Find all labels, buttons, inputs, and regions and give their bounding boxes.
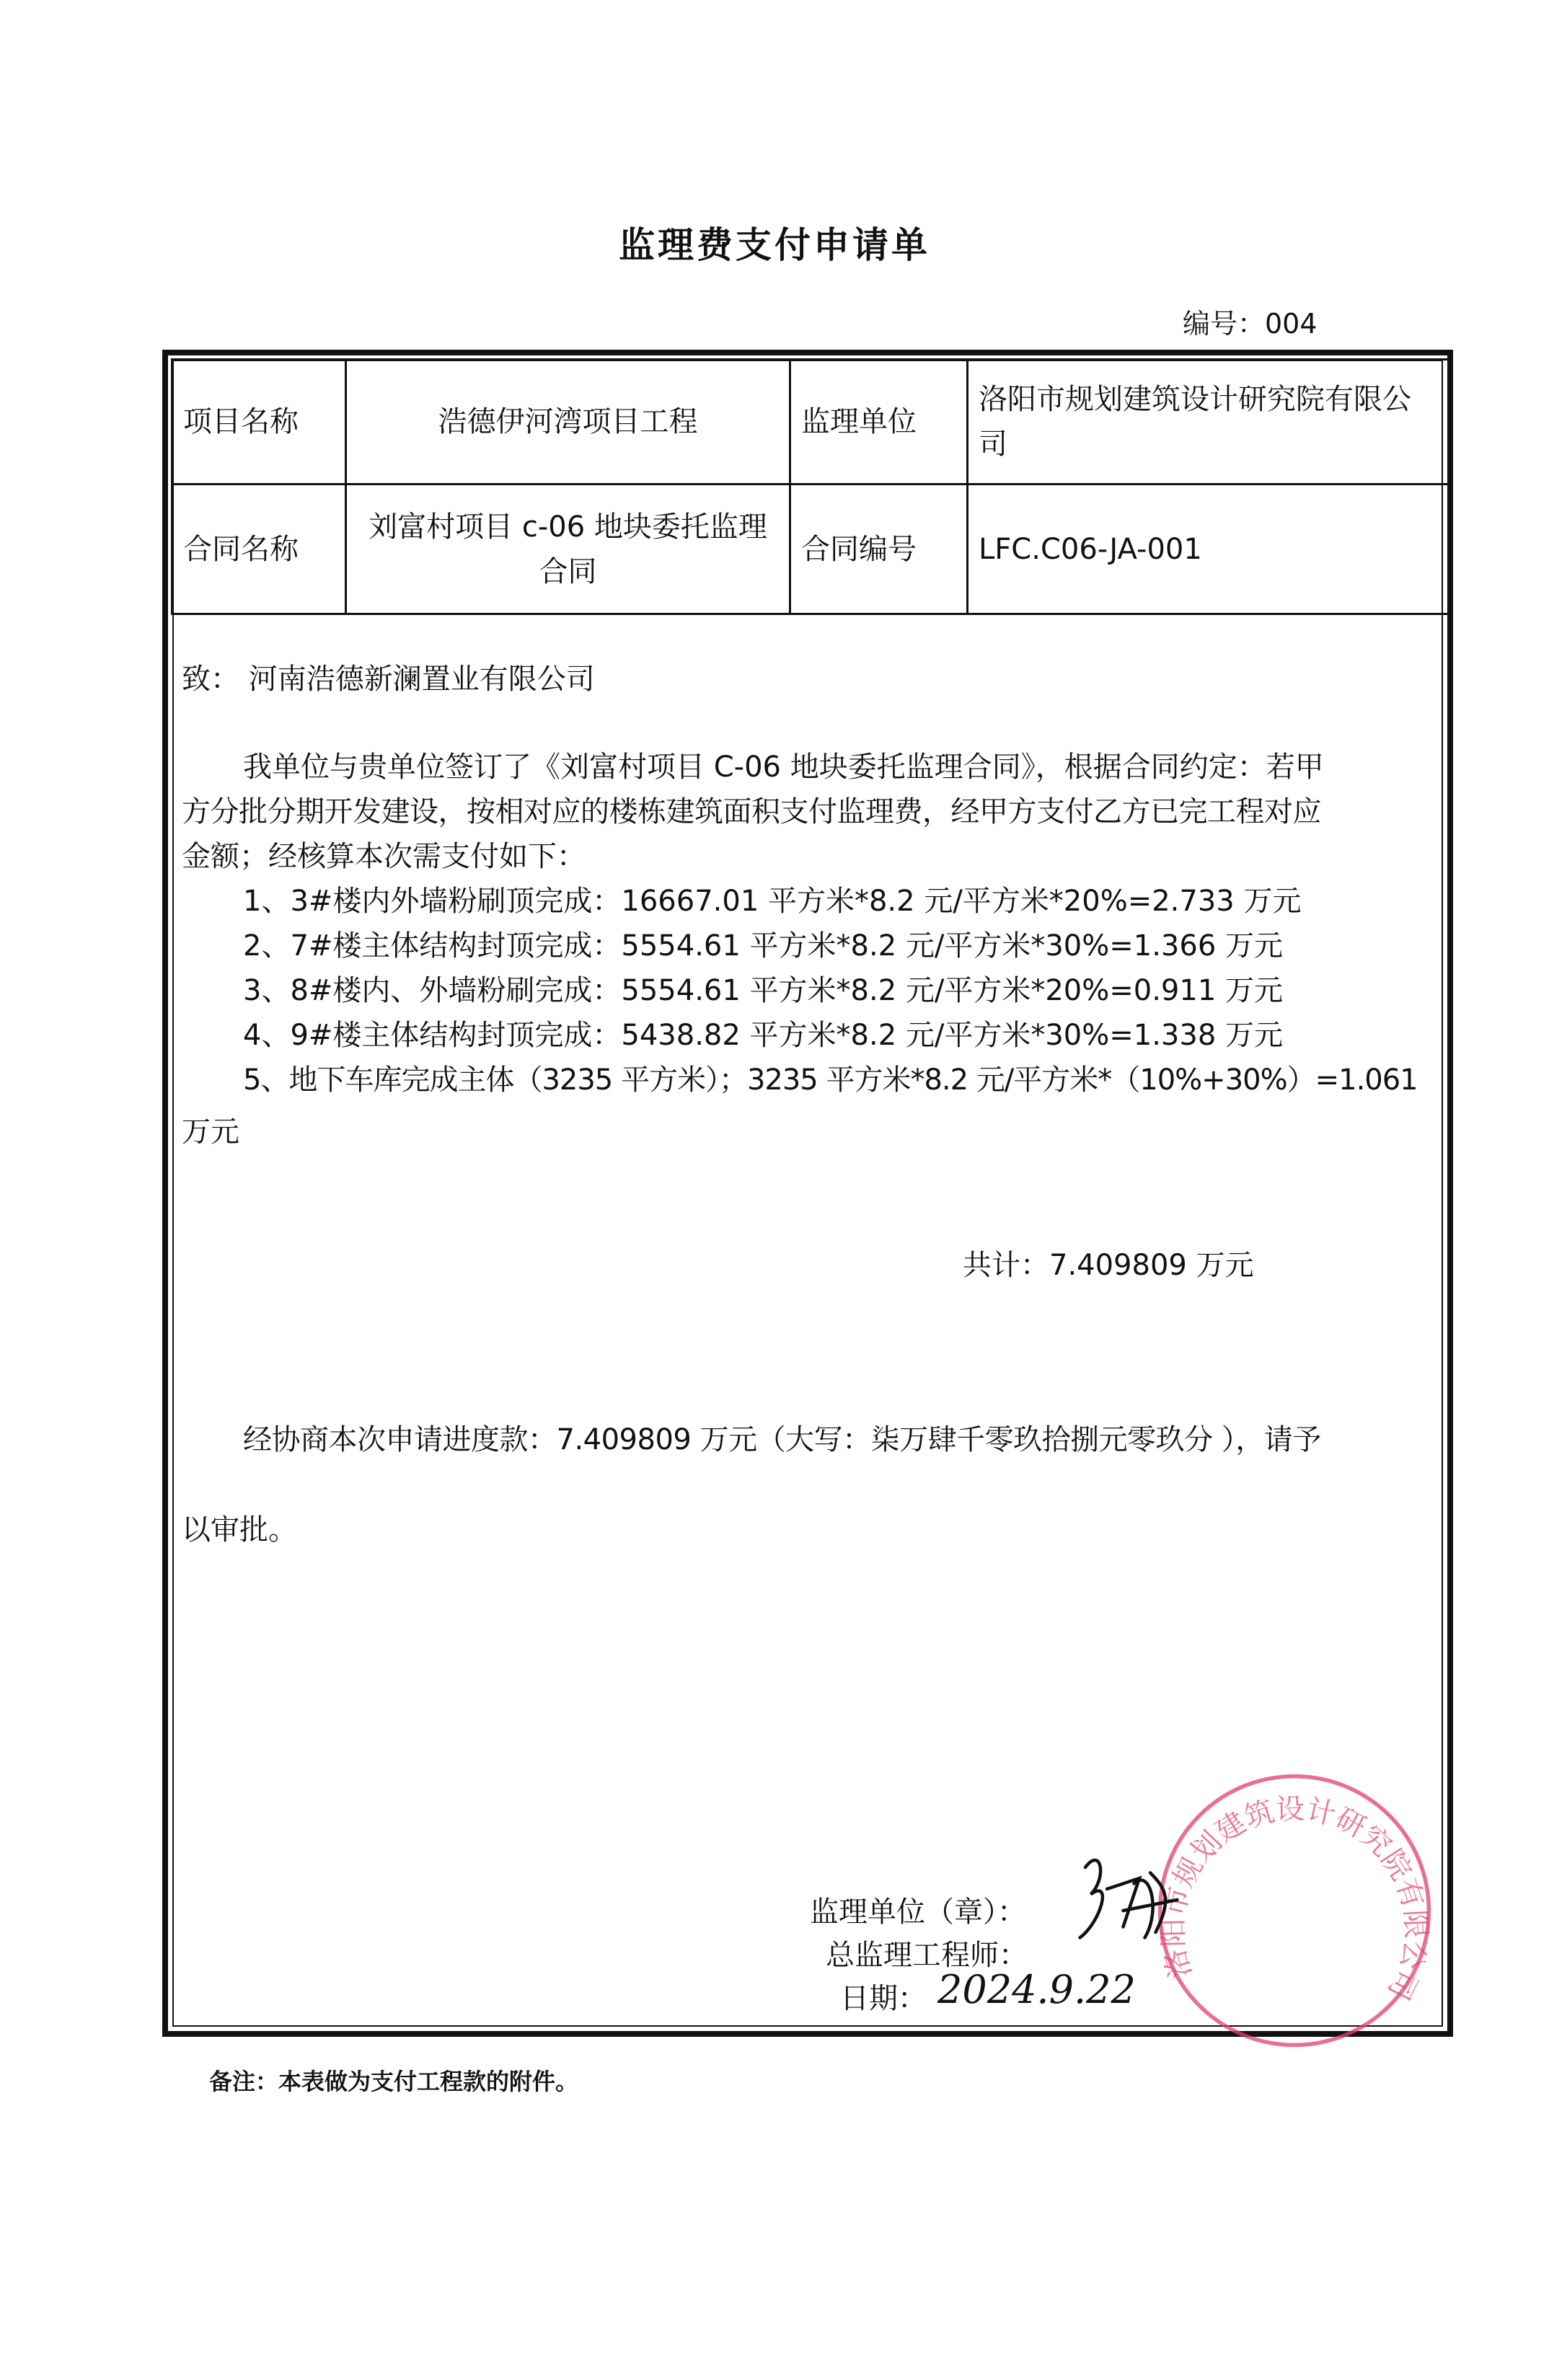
supervisor-value: 洛阳市规划建筑设计研究院有限公司 — [968, 360, 1449, 485]
contract-name-label: 合同名称 — [172, 485, 346, 614]
chief-engineer-label: 总监理工程师： — [826, 1939, 1028, 1972]
project-name-label: 项目名称 — [172, 360, 346, 485]
footnote: 备注：本表做为支付工程款的附件。 — [209, 2068, 579, 2095]
project-name-value: 浩德伊河湾项目工程 — [346, 360, 790, 485]
paragraph-line: 金额；经核算本次需支付如下： — [182, 840, 586, 873]
handwritten-date: 2024.9.22 — [937, 1967, 1136, 2012]
document-number: 编号：004 — [1183, 308, 1318, 340]
handwritten-signature — [1053, 1846, 1226, 1954]
payment-item-continuation: 万元 — [182, 1115, 239, 1149]
request-text-cont: 以审批。 — [182, 1513, 297, 1547]
paragraph-line: 方分批分期开发建设，按相对应的楼栋建筑面积支付监理费，经甲方支付乙方已完工程对应 — [182, 795, 1321, 828]
payment-item: 4、9#楼主体结构封顶完成：5438.82 平方米*8.2 元/平方米*30%=1.338 万元 — [243, 1019, 1283, 1052]
payment-item: 5、地下车库完成主体（3235 平方米）；3235 平方米*8.2 元/平方米*（10%+30%）=1.061 — [243, 1063, 1418, 1097]
date-label: 日期： — [840, 1982, 927, 2015]
contract-no-label: 合同编号 — [790, 485, 968, 614]
payment-item: 1、3#楼内外墙粉刷顶完成：16667.01 平方米*8.2 元/平方米*20%=2.733 万元 — [243, 885, 1302, 918]
addressee: 致： 河南浩德新澜置业有限公司 — [182, 663, 595, 696]
supervisor-seal-label: 监理单位（章）： — [810, 1895, 1026, 1929]
table-row — [172, 360, 1449, 485]
contract-no-value: LFC.C06-JA-001 — [968, 485, 1449, 614]
payment-item: 3、8#楼内、外墙粉刷完成：5554.61 平方米*8.2 元/平方米*20%=0.911 万元 — [243, 974, 1283, 1007]
svg-text:洛阳市规划建筑设计研究院有限公司: 洛阳市规划建筑设计研究院有限公司 — [1157, 1792, 1433, 2005]
table-row — [172, 485, 1449, 614]
paragraph-line: 我单位与贵单位签订了《刘富村项目 C-06 地块委托监理合同》，根据合同约定：若甲 — [243, 751, 1324, 784]
payment-item: 2、7#楼主体结构封顶完成：5554.61 平方米*8.2 元/平方米*30%=1.366 万元 — [243, 929, 1283, 963]
supervisor-label: 监理单位 — [790, 360, 968, 485]
total-amount: 共计：7.409809 万元 — [963, 1249, 1254, 1282]
info-table — [171, 358, 1449, 615]
request-text: 经协商本次申请进度款：7.409809 万元（大写：柒万肆千零玖拾捌元零玖分 ），请予 — [243, 1423, 1321, 1456]
contract-name-value: 刘富村项目 c-06 地块委托监理合同 — [346, 485, 790, 614]
page-title: 监理费支付申请单 — [619, 224, 930, 266]
